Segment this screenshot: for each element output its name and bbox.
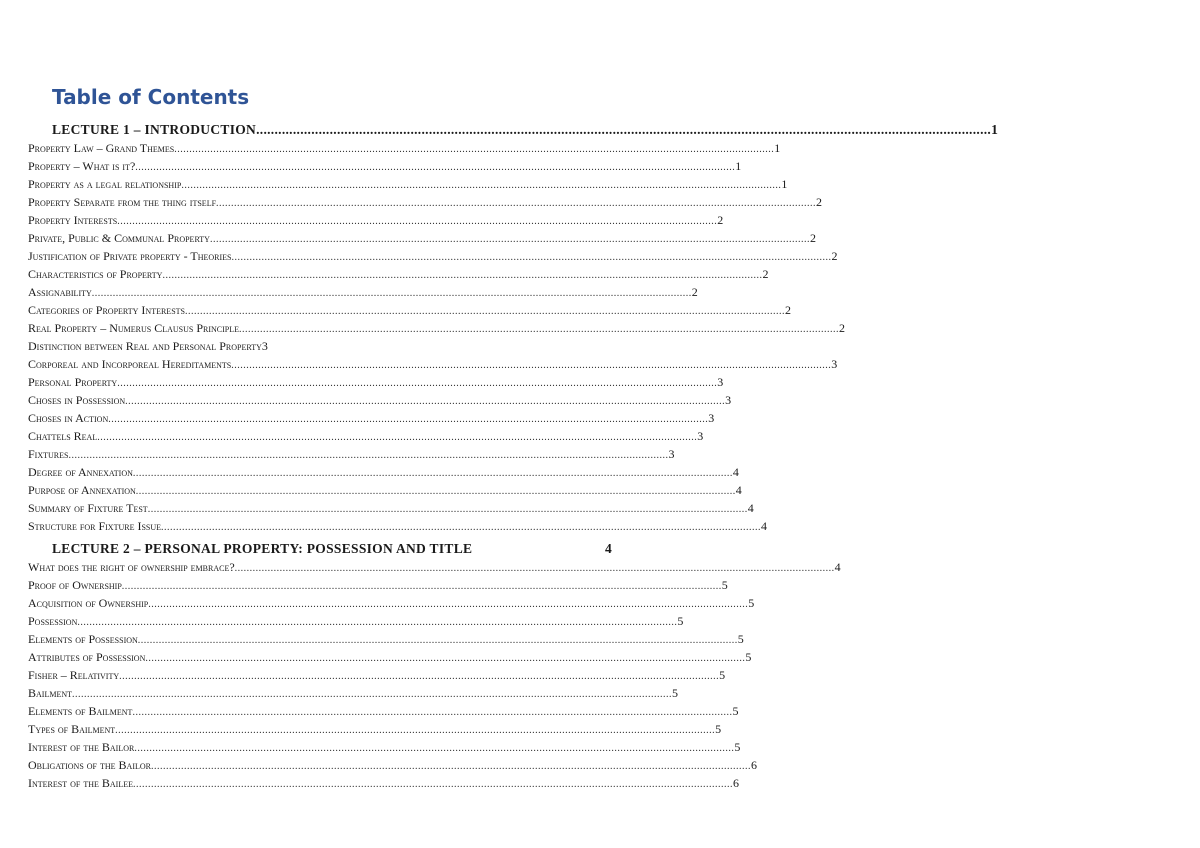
toc-leader: ........................................................................................................................................................................................................ [148, 599, 749, 610]
toc-leader: ........................................................................................................................................................................................................ [97, 432, 698, 443]
toc-entry-label: Bailment [28, 686, 72, 700]
toc-leader: ........................................................................................................................................................................................................ [115, 725, 716, 736]
toc-entry-page: 5 [745, 650, 752, 664]
toc-leader: ........................................................................................................................................................................................................ [184, 306, 785, 317]
toc-entry[interactable] [28, 481, 742, 499]
toc-entry-page: 2 [717, 213, 724, 227]
toc-leader: ........................................................................................................................................................................................................ [91, 288, 692, 299]
toc-heading-page: 1 [991, 122, 999, 137]
toc-entry-label: Fixtures [28, 447, 69, 461]
toc-entry-page: 2 [816, 195, 823, 209]
toc-entry-page: 3 [717, 375, 724, 389]
toc-entry-page: 4 [761, 519, 768, 533]
toc-entry-page: 6 [751, 758, 757, 772]
toc-entry-label: Distinction between Real and Personal Property [28, 339, 262, 353]
toc-entry[interactable] [28, 427, 704, 445]
toc-entry-page: 4 [834, 560, 841, 574]
toc-entry-page: 1 [781, 177, 788, 191]
toc-entry-label: Fisher – Relativity [28, 668, 120, 682]
toc-entry-page: 5 [715, 722, 722, 736]
toc-heading-lecture-2[interactable] [28, 540, 612, 558]
toc-entry-label: Chattels Real [28, 429, 98, 443]
toc-entry[interactable] [28, 738, 741, 756]
toc-entry[interactable] [28, 445, 675, 463]
toc-entry[interactable] [28, 409, 715, 427]
toc-leader: ........................................................................................................................................................................................................ [68, 450, 669, 461]
toc-entry-page: 5 [732, 704, 739, 718]
toc-entry[interactable] [28, 594, 755, 612]
toc-entry[interactable] [28, 265, 769, 283]
toc-leader: ........................................................................................................................................................................................................ [134, 743, 735, 754]
toc-entry-page: 5 [748, 596, 755, 610]
toc-heading-lecture-1[interactable] [28, 121, 999, 139]
toc-entry-page: 2 [691, 285, 698, 299]
toc-entry[interactable] [28, 247, 838, 265]
toc-entry[interactable] [28, 211, 724, 229]
toc-heading-label: LECTURE 1 – INTRODUCTION [52, 122, 257, 137]
toc-entry-label: Property – What is it? [28, 159, 136, 173]
toc-entry-label: Proof of Ownership [28, 578, 122, 592]
toc-leader: ........................................................................................................................................................................................................ [119, 671, 720, 682]
toc-leader: ........................................................................................................................................................................................................ [234, 563, 835, 574]
toc-leader: ........................................................................................................................................................................................................ [231, 252, 832, 263]
toc-leader: ........................................................................................................................................................................................................ [133, 779, 733, 790]
toc-entry[interactable] [28, 391, 732, 409]
toc-entry[interactable] [28, 319, 845, 337]
toc-leader: ........................................................................................................................................................................................................ [174, 144, 775, 155]
toc-leader: ........................................................................................................................................................................................................ [147, 504, 748, 515]
toc-entry-label: Types of Bailment [28, 722, 116, 736]
toc-entry[interactable] [28, 684, 678, 702]
toc-entry[interactable] [28, 576, 728, 594]
toc-entry[interactable] [28, 301, 791, 319]
toc-entry[interactable] [28, 630, 744, 648]
page-title: Table of Contents [52, 85, 250, 109]
toc-entry-label: Justification of Private property - Theories [28, 249, 232, 263]
toc-leader: ........................................................................................................................................................................................................ [216, 198, 817, 209]
toc-heading-label: LECTURE 2 – PERSONAL PROPERTY: POSSESSION AND TITLE [52, 541, 473, 556]
toc-entry-page: 2 [762, 267, 769, 281]
toc-entry-label: Attributes of Possession [28, 650, 146, 664]
toc-entry-page: 5 [672, 686, 678, 700]
toc-entry-label: What does the right of ownership embrace? [28, 560, 235, 574]
toc-entry-label: Property Interests [28, 213, 118, 227]
toc-entry[interactable] [28, 139, 781, 157]
toc-leader: ........................................................................................................................................................................................................ [151, 761, 751, 772]
toc-entry-page: 6 [733, 776, 739, 790]
toc-heading-page: 4 [604, 541, 612, 556]
toc-entry-label: Obligations of the Bailor [28, 758, 151, 772]
toc-entry-label: Private, Public & Communal Property [28, 231, 210, 245]
toc-leader: ........................................................................................................................................................................................................ [117, 216, 718, 227]
toc-entry-label: Purpose of Annexation [28, 483, 136, 497]
toc-entry[interactable] [28, 175, 788, 193]
toc-entry-label: Categories of Property Interests [28, 303, 185, 317]
toc-entry-page: 3 [725, 393, 732, 407]
toc-entry-page: 2 [831, 249, 838, 263]
toc-leader: ........................................................................................................................................................................................................ [161, 522, 762, 533]
toc-leader: ........................................................................................................................................................................................................ [256, 122, 992, 137]
toc-leader: ........................................................................................................................................................................................................ [132, 707, 733, 718]
toc-entry-page: 1 [774, 141, 781, 155]
toc-entry-label: Interest of the Bailee [28, 776, 133, 790]
toc-leader: ........................................................................................................................................................................................................ [145, 653, 746, 664]
toc-entry-page: 3 [708, 411, 715, 425]
toc-entry-label: Acquisition of Ownership [28, 596, 149, 610]
toc-entry-page: 1 [735, 159, 742, 173]
toc-entry[interactable] [28, 612, 684, 630]
toc-entry-page: 2 [839, 321, 845, 335]
toc-entry[interactable] [28, 517, 768, 535]
toc-entry-label: Property Law – Grand Themes [28, 141, 175, 155]
toc-leader: ........................................................................................................................................................................................................ [231, 360, 832, 371]
toc-entry-label: Possession [28, 614, 78, 628]
toc-entry[interactable] [28, 193, 823, 211]
toc-entry-page: 5 [734, 740, 741, 754]
toc-leader: ........................................................................................................................................................................................................ [108, 414, 709, 425]
toc-entry-page: 5 [719, 668, 726, 682]
toc-entry-page: 3 [697, 429, 704, 443]
toc-entry[interactable] [28, 337, 384, 355]
toc-leader: ........................................................................................................................................................................................................ [121, 581, 722, 592]
toc-entry-page: 2 [784, 303, 791, 317]
toc-entry[interactable] [28, 720, 722, 738]
toc-entry-label: Assignability [28, 285, 92, 299]
toc-entry-label: Elements of Bailment [28, 704, 133, 718]
toc-entry-label: Structure for Fixture Issue [28, 519, 162, 533]
toc-entry[interactable] [28, 666, 726, 684]
toc-entry-label: Interest of the Bailor [28, 740, 135, 754]
toc-entry-page: 5 [737, 632, 744, 646]
toc-entry[interactable] [28, 157, 742, 175]
toc-leader: ........................................................................................................................................................................................................ [162, 270, 763, 281]
toc-entry-label: Choses in Action [28, 411, 109, 425]
toc-entry-label: Characteristics of Property [28, 267, 163, 281]
toc-leader: ........................................................................................................................................................................................................ [209, 234, 810, 245]
toc-entry-page: 3 [831, 357, 838, 371]
toc-entry[interactable] [28, 499, 754, 517]
toc-entry-page: 3 [668, 447, 675, 461]
toc-entry-label: Personal Property [28, 375, 118, 389]
toc-entry[interactable] [28, 702, 739, 720]
toc-entry[interactable] [28, 373, 724, 391]
toc-leader: ........................................................................................................................................................................................................ [137, 635, 738, 646]
table-of-contents [28, 121, 999, 792]
toc-entry[interactable] [28, 283, 698, 301]
toc-entry[interactable] [28, 756, 757, 774]
toc-leader: ........................................................................................................................................................................................................ [135, 486, 736, 497]
toc-entry-label: Real Property – Numerus Clausus Principle [28, 321, 239, 335]
toc-leader: ........................................................................................................................................................................................................ [117, 378, 718, 389]
toc-leader: ........................................................................................................................................................................................................ [181, 180, 782, 191]
toc-entry-label: Property Separate from the thing itself [28, 195, 217, 209]
toc-entry[interactable] [28, 463, 739, 481]
toc-entry-label: Choses in Possession [28, 393, 126, 407]
toc-entry-page: 5 [721, 578, 728, 592]
toc-leader: ........................................................................................................................................................................................................ [239, 324, 839, 335]
toc-leader: ........................................................................................................................................................................................................ [132, 468, 733, 479]
toc-leader: ........................................................................................................................................................................................................ [77, 617, 678, 628]
toc-entry-page: 4 [735, 483, 742, 497]
toc-entry-page: 3 [261, 339, 268, 353]
toc-entry-label: Property as a legal relationship [28, 177, 182, 191]
toc-entry[interactable] [28, 774, 739, 792]
toc-leader: ........................................................................................................................................................................................................ [135, 162, 736, 173]
toc-leader: ........................................................................................................................................................................................................ [72, 689, 672, 700]
toc-entry-page: 4 [732, 465, 739, 479]
toc-entry-label: Corporeal and Incorporeal Hereditaments [28, 357, 232, 371]
toc-entry-page: 4 [747, 501, 754, 515]
toc-entry[interactable] [28, 558, 841, 576]
toc-entry-page: 5 [677, 614, 684, 628]
toc-entry[interactable] [28, 355, 838, 373]
toc-leader: ........................................................................................................................................................................................................ [125, 396, 726, 407]
toc-entry-page: 2 [809, 231, 816, 245]
toc-entry-label: Summary of Fixture Test [28, 501, 148, 515]
toc-entry[interactable] [28, 229, 816, 247]
toc-entry[interactable] [28, 648, 752, 666]
toc-entry-label: Degree of Annexation [28, 465, 133, 479]
toc-entry-label: Elements of Possession [28, 632, 138, 646]
